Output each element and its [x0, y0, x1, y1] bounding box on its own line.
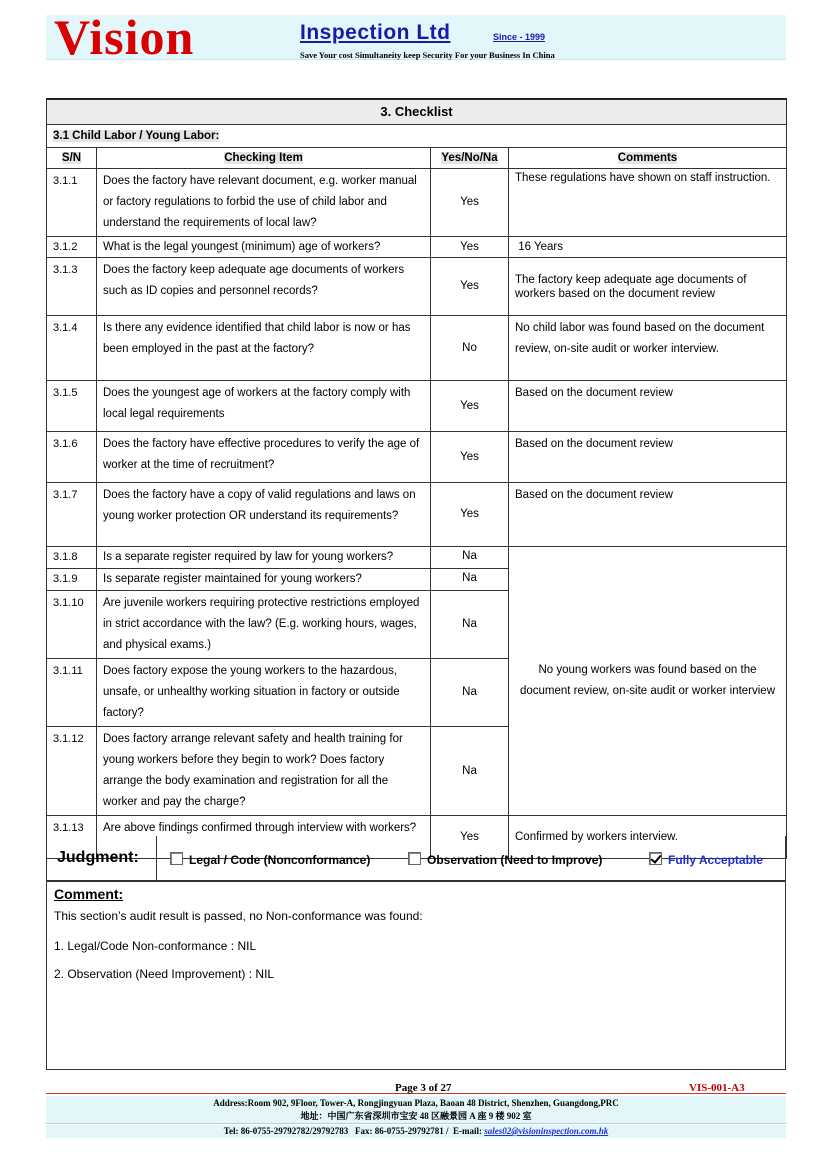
row-sn: 3.1.6: [47, 432, 97, 483]
judgment-option-observation[interactable]: [408, 852, 602, 867]
footer-address: [46, 1096, 786, 1124]
company-name: Inspection Ltd: [300, 21, 451, 44]
row-item: Does the factory have a copy of valid regulations and laws on young worker protection OR understand its requirements?: [97, 483, 431, 547]
since-label: Since - 1999: [493, 32, 546, 42]
checkbox-unchecked-icon[interactable]: [170, 852, 183, 865]
checklist-title-row: [47, 99, 787, 125]
table-row: [47, 258, 787, 316]
row-answer: Yes: [431, 258, 509, 316]
merged-young-worker-comment: No young workers was found based on the document review, on-site audit or worker interview: [509, 547, 787, 816]
row-comment: Based on the document review: [509, 381, 787, 432]
row-item: Does the factory keep adequate age documents of workers such as ID copies and personnel records?: [97, 258, 431, 316]
row-answer: Yes: [431, 381, 509, 432]
row-answer: Na: [431, 547, 509, 569]
row-answer: Yes: [431, 237, 509, 258]
letterhead: [46, 9, 786, 65]
company-logo: Vision: [54, 9, 195, 65]
company-slogan: Save Your cost Simultaneity keep Security For your Business In China: [300, 50, 555, 60]
row-comment: Confirmed by workers interview.: [509, 816, 787, 859]
document-code: VIS-001-A3: [689, 1082, 745, 1094]
row-item: Does the youngest age of workers at the factory comply with local legal requirements: [97, 381, 431, 432]
subsection-title: 3.1 Child Labor / Young Labor:: [53, 130, 220, 142]
checklist-table: [46, 98, 787, 859]
row-sn: 3.1.11: [47, 659, 97, 727]
comment-line: 2. Observation (Need Improvement) : NIL: [54, 967, 275, 981]
row-comment: The factory keep adequate age documents of workers based on the document review: [509, 258, 787, 316]
column-header-sn: S/N: [61, 152, 82, 164]
column-header-row: [47, 148, 787, 169]
row-item: Does factory arrange relevant safety and health training for young workers before they begin to work? Does factory arrange the body examination and registration for all the worker and pay the charge?: [97, 727, 431, 816]
row-answer: No: [431, 316, 509, 381]
address-chinese: 地址：中国广东省深圳市宝安 48 区融景园 A 座 9 楼 902 室: [300, 1111, 532, 1121]
option-label: Legal / Code (Nonconformance): [189, 853, 371, 867]
row-answer: Na: [431, 591, 509, 659]
row-comment: Based on the document review: [509, 432, 787, 483]
email-link[interactable]: sales02@visioninspection.com.hk: [484, 1126, 609, 1136]
table-row: [47, 547, 787, 569]
row-item: Are juvenile workers requiring protective restrictions employed in strict accordance with the law? (E.g. working hours, wages, and physical exams.): [97, 591, 431, 659]
judgment-option-fully-acceptable[interactable]: [649, 852, 763, 867]
judgment-box: [46, 836, 786, 881]
table-row: [47, 483, 787, 547]
row-item: Is a separate register required by law for young workers?: [97, 547, 431, 569]
option-label: Fully Acceptable: [668, 853, 763, 867]
row-sn: 3.1.3: [47, 258, 97, 316]
row-item: Is separate register maintained for young workers?: [97, 569, 431, 591]
row-item: Does the factory have relevant document, e.g. worker manual or factory regulations to forbid the use of child labor and understand the requirements of local law?: [97, 169, 431, 237]
row-answer: Na: [431, 569, 509, 591]
table-row: [47, 169, 787, 237]
comment-line: This section’s audit result is passed, no Non-conformance was found:: [54, 909, 423, 923]
row-sn: 3.1.7: [47, 483, 97, 547]
row-comment: Based on the document review: [509, 483, 787, 547]
row-sn: 3.1.5: [47, 381, 97, 432]
row-sn: 3.1.2: [47, 237, 97, 258]
judgment-label: Judgment:: [47, 836, 157, 880]
comment-box: [46, 881, 786, 1070]
row-sn: 3.1.1: [47, 169, 97, 237]
comment-title: Comment:: [54, 886, 124, 902]
row-answer: Yes: [431, 816, 509, 859]
option-label: Observation (Need to Improve): [427, 853, 603, 867]
column-header-comments: Comments: [617, 152, 678, 164]
contact-phone-fax: Tel: 86-0755-29792782/29792783 Fax: 86-0755-29792781 / E-mail:: [223, 1126, 485, 1136]
row-answer: Yes: [431, 432, 509, 483]
table-row: [47, 237, 787, 258]
row-comment: These regulations have shown on staff instruction.: [509, 169, 787, 237]
row-answer: Yes: [431, 169, 509, 237]
row-sn: 3.1.12: [47, 727, 97, 816]
checkbox-unchecked-icon[interactable]: [408, 852, 421, 865]
row-item: Does factory expose the young workers to the hazardous, unsafe, or unhealthy working situation in factory or outside factory?: [97, 659, 431, 727]
row-answer: Na: [431, 659, 509, 727]
address-english: Address:Room 902, 9Floor, Tower-A, Rongjingyuan Plaza, Baoan 48 District, Shenzhen, Guangdong,PRC: [213, 1098, 619, 1108]
row-item: What is the legal youngest (minimum) age of workers?: [97, 237, 431, 258]
row-item: Are above findings confirmed through interview with workers?: [97, 816, 431, 859]
row-answer: Yes: [431, 483, 509, 547]
table-row: [47, 381, 787, 432]
row-comment: 16 Years: [509, 237, 787, 258]
column-header-item: Checking Item: [224, 152, 303, 164]
column-header-answer: Yes/No/Na: [441, 152, 498, 164]
row-item: Does the factory have effective procedures to verify the age of worker at the time of recruitment?: [97, 432, 431, 483]
table-row: [47, 432, 787, 483]
checklist-title: 3. Checklist: [47, 99, 787, 125]
row-item: Is there any evidence identified that child labor is now or has been employed in the past at the factory?: [97, 316, 431, 381]
table-row: [47, 316, 787, 381]
row-sn: 3.1.9: [47, 569, 97, 591]
row-answer: Na: [431, 727, 509, 816]
footer-contact: [46, 1125, 786, 1138]
row-comment: No child labor was found based on the document review, on-site audit or worker interview.: [509, 316, 787, 381]
checkbox-checked-icon[interactable]: [649, 852, 662, 865]
subsection-row: [47, 125, 787, 148]
comment-line: 1. Legal/Code Non-conformance : NIL: [54, 939, 257, 953]
row-sn: 3.1.4: [47, 316, 97, 381]
page-footer-line: [46, 1082, 786, 1094]
row-sn: 3.1.13: [47, 816, 97, 859]
judgment-option-nonconformance[interactable]: [170, 852, 370, 867]
page-number: Page 3 of 27: [395, 1082, 452, 1094]
row-sn: 3.1.8: [47, 547, 97, 569]
row-sn: 3.1.10: [47, 591, 97, 659]
